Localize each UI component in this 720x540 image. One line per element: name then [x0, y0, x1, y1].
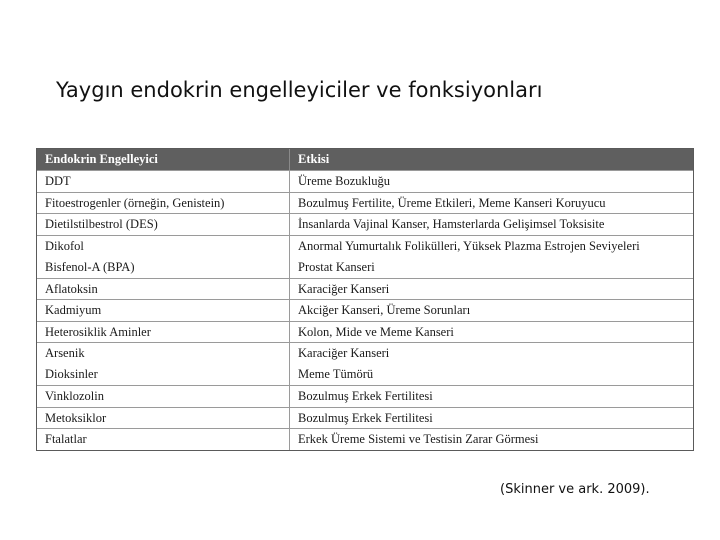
disruptor-name: Metoksiklor [45, 410, 107, 425]
effect-text: Prostat Kanseri [298, 259, 375, 274]
table-row [37, 342, 693, 385]
disruptor-cell [37, 171, 290, 192]
effect-text: Anormal Yumurtalık Folikülleri, Yüksek Plazma Estrojen Seviyeleri [298, 238, 640, 253]
table-header-row [37, 149, 693, 170]
effect-cell [290, 300, 693, 321]
disruptor-name: DDT [45, 174, 71, 188]
disruptor-name: Vinklozolin [45, 389, 104, 403]
table-row [37, 321, 693, 343]
effect-cell [290, 214, 693, 235]
disruptor-cell [37, 214, 290, 235]
disruptor-cell [37, 236, 290, 278]
disruptor-cell [37, 300, 290, 321]
disruptor-cell [37, 408, 290, 429]
effect-text: Karaciğer Kanseri [298, 281, 390, 296]
disruptor-cell [37, 322, 290, 343]
table-row [37, 428, 693, 450]
disruptor-name: Arsenik [45, 346, 85, 360]
effect-text: Akciğer Kanseri, Üreme Sorunları [298, 303, 471, 317]
disruptor-name: Aflatoksin [45, 281, 98, 296]
disruptor-name: Heterosiklik Aminler [45, 324, 151, 339]
effect-cell [290, 408, 693, 429]
table-row [37, 385, 693, 407]
effect-cell [290, 322, 693, 343]
effect-cell [290, 343, 693, 385]
table-row [37, 170, 693, 192]
disruptor-name: Dikofol [45, 238, 84, 253]
disruptor-cell [37, 343, 290, 385]
effect-text: Karaciğer Kanseri [298, 346, 390, 360]
effect-cell [290, 193, 693, 214]
citation: (Skinner ve ark. 2009). [500, 482, 650, 497]
effect-cell [290, 429, 693, 450]
table-row [37, 278, 693, 300]
effect-cell [290, 236, 693, 278]
table-row [37, 235, 693, 278]
effect-text: Bozulmuş Fertilite, Üreme Etkileri, Meme Kanseri Koruyucu [298, 195, 606, 210]
table-body [37, 170, 693, 450]
effect-text: Üreme Bozukluğu [298, 174, 390, 188]
effect-text: Bozulmuş Erkek Fertilitesi [298, 389, 433, 403]
effect-text: İnsanlarda Vajinal Kanser, Hamsterlarda Gelişimsel Toksisite [298, 217, 605, 231]
effect-text: Erkek Üreme Sistemi ve Testisin Zarar Görmesi [298, 432, 539, 446]
table-row [37, 407, 693, 429]
header-effect: Etkisi [298, 152, 330, 166]
table-row [37, 299, 693, 321]
effect-text: Bozulmuş Erkek Fertilitesi [298, 410, 433, 425]
disruptor-cell [37, 386, 290, 407]
disruptor-name: Ftalatlar [45, 432, 87, 446]
table-row [37, 213, 693, 235]
disruptor-name: Dietilstilbestrol (DES) [45, 217, 158, 231]
effect-text: Meme Tümörü [298, 367, 374, 381]
effect-cell [290, 279, 693, 300]
slide-title: Yaygın endokrin engelleyiciler ve fonksiyonları [56, 78, 543, 102]
effect-cell [290, 386, 693, 407]
disruptor-cell [37, 279, 290, 300]
disruptor-table [36, 148, 694, 451]
table-row [37, 192, 693, 214]
disruptor-name: Bisfenol-A (BPA) [45, 259, 135, 274]
disruptor-name: Dioksinler [45, 367, 98, 381]
disruptor-name: Kadmiyum [45, 303, 102, 317]
disruptor-name: Fitoestrogenler (örneğin, Genistein) [45, 195, 225, 210]
disruptor-cell [37, 429, 290, 450]
effect-cell [290, 171, 693, 192]
header-disruptor: Endokrin Engelleyici [37, 149, 290, 170]
effect-text: Kolon, Mide ve Meme Kanseri [298, 324, 454, 339]
disruptor-cell [37, 193, 290, 214]
